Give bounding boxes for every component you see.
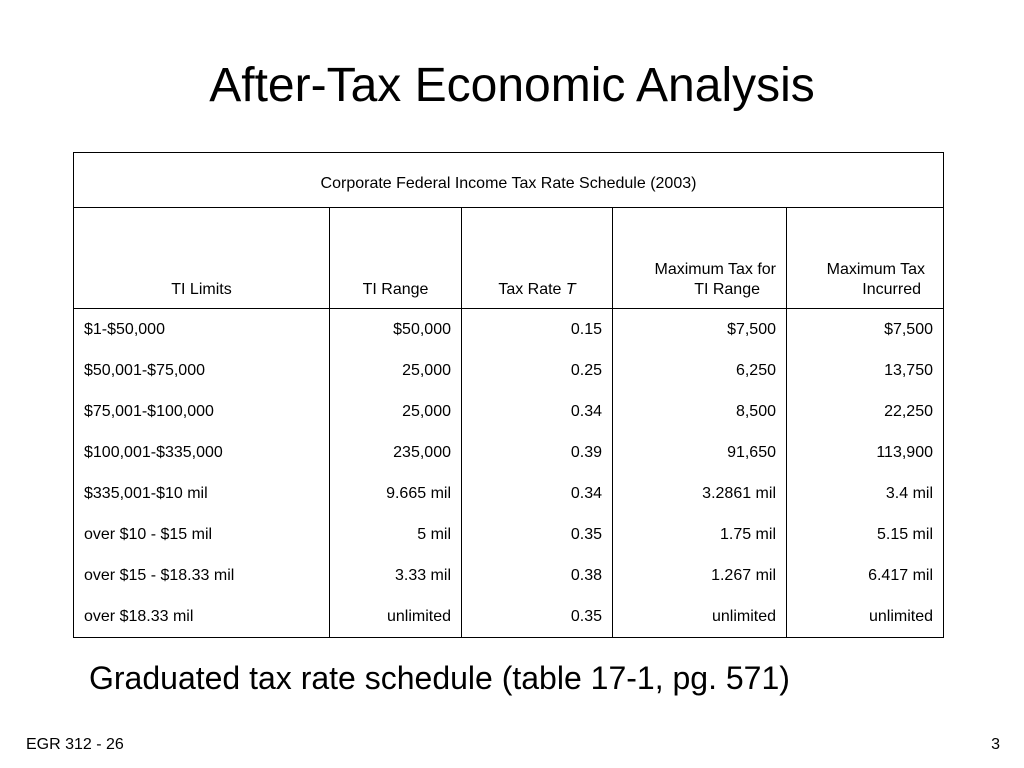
table-caption: Corporate Federal Income Tax Rate Schedule (2003) xyxy=(74,153,944,208)
cell-max-tax-incurred: $7,500 xyxy=(884,320,933,338)
cell-max-tax-range: 1.75 mil xyxy=(613,514,787,555)
cell-max-tax-incurred: unlimited xyxy=(868,607,933,625)
cell-max-tax-range: 6,250 xyxy=(613,350,787,391)
table-body xyxy=(74,309,944,638)
cell-max-tax-range: unlimited xyxy=(613,596,787,638)
table-row xyxy=(74,391,944,432)
cell-ti-range: 235,000 xyxy=(330,432,462,473)
table-row xyxy=(74,555,944,596)
table-row xyxy=(74,432,944,473)
cell-ti-limits: $75,001-$100,000 xyxy=(74,391,330,432)
cell-ti-limits: over $18.33 mil xyxy=(74,596,330,638)
cell-tax-rate: 0.34 xyxy=(462,391,613,432)
header-max-tax-incurred xyxy=(787,208,944,309)
cell-ti-range: 3.33 mil xyxy=(330,555,462,596)
cell-max-tax-incurred: 113,900 xyxy=(876,443,933,461)
cell-tax-rate: 0.39 xyxy=(462,432,613,473)
cell-max-tax-range: $7,500 xyxy=(613,309,787,351)
cell-tax-rate: 0.34 xyxy=(462,473,613,514)
cell-ti-limits: over $15 - $18.33 mil xyxy=(74,555,330,596)
cell-ti-limits: over $10 - $15 mil xyxy=(74,514,330,555)
table-row xyxy=(74,514,944,555)
cell-tax-rate: 0.35 xyxy=(462,514,613,555)
slide-subtitle: Graduated tax rate schedule (table 17-1, pg. 571) xyxy=(89,660,790,696)
table-header-row xyxy=(74,208,944,309)
table-caption-row xyxy=(74,153,944,208)
cell-max-tax-incurred: 6.417 mil xyxy=(868,566,933,584)
cell-ti-limits: $100,001-$335,000 xyxy=(74,432,330,473)
cell-ti-range: 25,000 xyxy=(330,350,462,391)
cell-max-tax-incurred: 13,750 xyxy=(884,361,933,379)
cell-max-tax-range: 3.2861 mil xyxy=(613,473,787,514)
table-row xyxy=(74,309,944,351)
header-max-incurred-line2: Incurred xyxy=(862,281,921,298)
cell-tax-rate: 0.35 xyxy=(462,596,613,638)
header-max-incurred-line1: Maximum Tax xyxy=(826,261,925,278)
footer-course-label: EGR 312 - 26 xyxy=(26,736,124,753)
header-max-tax-line1: Maximum Tax for xyxy=(654,261,776,278)
header-tax-rate-label: Tax Rate xyxy=(498,281,562,298)
table-row xyxy=(74,473,944,514)
cell-ti-range: $50,000 xyxy=(330,309,462,351)
cell-tax-rate: 0.15 xyxy=(462,309,613,351)
header-max-tax-for-range xyxy=(613,208,787,309)
cell-ti-range: 25,000 xyxy=(330,391,462,432)
cell-ti-limits: $335,001-$10 mil xyxy=(74,473,330,514)
footer-page-number: 3 xyxy=(991,736,1000,753)
table-row xyxy=(74,596,944,638)
header-ti-limits: TI Limits xyxy=(74,208,330,309)
cell-max-tax-range: 8,500 xyxy=(613,391,787,432)
header-tax-rate xyxy=(462,208,613,309)
table-row xyxy=(74,350,944,391)
cell-ti-range: 5 mil xyxy=(330,514,462,555)
tax-rate-table xyxy=(73,152,944,638)
cell-ti-limits: $1-$50,000 xyxy=(74,309,330,351)
header-tax-rate-variable: T xyxy=(565,281,576,298)
header-max-tax-line2: TI Range xyxy=(694,281,760,298)
cell-max-tax-incurred: 22,250 xyxy=(884,402,933,420)
cell-ti-range: 9.665 mil xyxy=(330,473,462,514)
cell-ti-range: unlimited xyxy=(330,596,462,638)
cell-max-tax-incurred: 3.4 mil xyxy=(885,484,933,502)
cell-max-tax-incurred: 5.15 mil xyxy=(876,525,933,543)
cell-max-tax-range: 91,650 xyxy=(613,432,787,473)
cell-max-tax-range: 1.267 mil xyxy=(613,555,787,596)
slide-title: After-Tax Economic Analysis xyxy=(209,59,815,112)
cell-tax-rate: 0.25 xyxy=(462,350,613,391)
cell-ti-limits: $50,001-$75,000 xyxy=(74,350,330,391)
header-ti-range: TI Range xyxy=(330,208,462,309)
cell-tax-rate: 0.38 xyxy=(462,555,613,596)
